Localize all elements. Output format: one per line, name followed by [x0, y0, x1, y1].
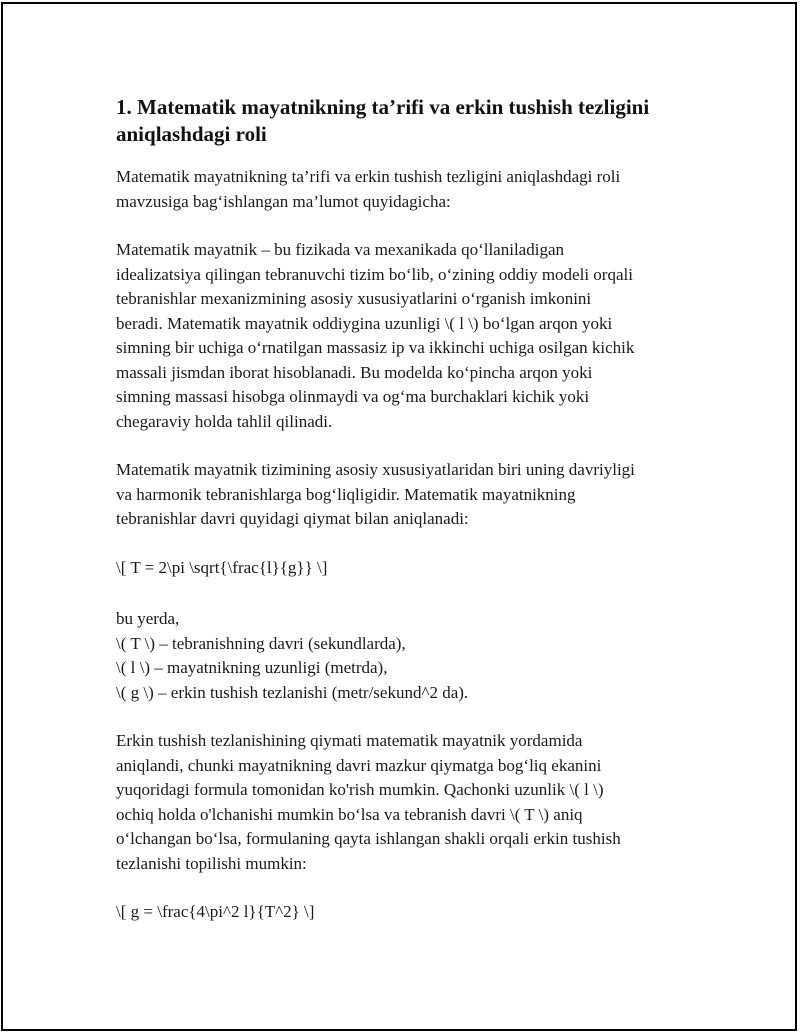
variable-definitions: bu yerda, \( T \) – tebranishning davri (sekundlarda), \( l \) – mayatnikning uzunligi (metrda), \( g \) – erkin tushish tezlanishi (metr/sekund^2 da).	[116, 609, 469, 702]
gravity-paragraph: Erkin tushish tezlanishining qiymati matematik mayatnik yordamida aniqlandi, chunki mayatnikning davri mazkur qiymatga bog‘liq ekanini yuqoridagi formula tomonidan ko'rish mumkin. Qachonki uzunlik \( l \) ochiq holda o'lchanishi mumkin bo‘lsa va tebranish davri \( T \) aniq o‘lchangan bo‘lsa, formulaning qayta ishlangan shakli orqali erkin tushish tezlanishi topilishi mumkin:	[116, 731, 621, 873]
period-paragraph: Matematik mayatnik tizimining asosiy xususiyatlaridan biri uning davriyligi va harmonik tebranishlarga bog‘liqligidir. Matematik mayatnikning tebranishlar davri quyidagi qiymat bilan aniqlanadi:	[116, 460, 635, 528]
document-body	[116, 94, 686, 952]
section-heading: 1. Matematik mayatnikning ta’rifi va erkin tushish tezligini aniqlashdagi roli	[116, 95, 650, 146]
gravity-formula: \[ g = \frac{4\pi^2 l}{T^2} \]	[116, 902, 315, 921]
period-formula: \[ T = 2\pi \sqrt{\frac{l}{g}} \]	[116, 557, 328, 577]
definition-paragraph: Matematik mayatnik – bu fizikada va mexanikada qo‘llaniladigan idealizatsiya qilingan tebranuvchi tizim bo‘lib, o‘zining oddiy modeli orqali tebranishlar mexanizmining asosiy xususiyatlarini o‘rganish imkonini beradi. Matematik mayatnik oddiygina uzunligi \( l \) bo‘lgan arqon yoki simning bir uchiga o‘rnatilgan massasiz ip va ikkinchi uchiga osilgan kichik massali jismdan iborat hisoblanadi. Bu modelda ko‘pincha arqon yoki simning massasi hisobga olinmaydi va og‘ma burchaklari kichik yoki chegaraviy holda tahlil qilinadi.	[116, 240, 635, 431]
intro-paragraph: Matematik mayatnikning ta’rifi va erkin tushish tezligini aniqlashdagi roli mavzusiga bag‘ishlangan ma’lumot quyidagicha:	[116, 167, 621, 211]
